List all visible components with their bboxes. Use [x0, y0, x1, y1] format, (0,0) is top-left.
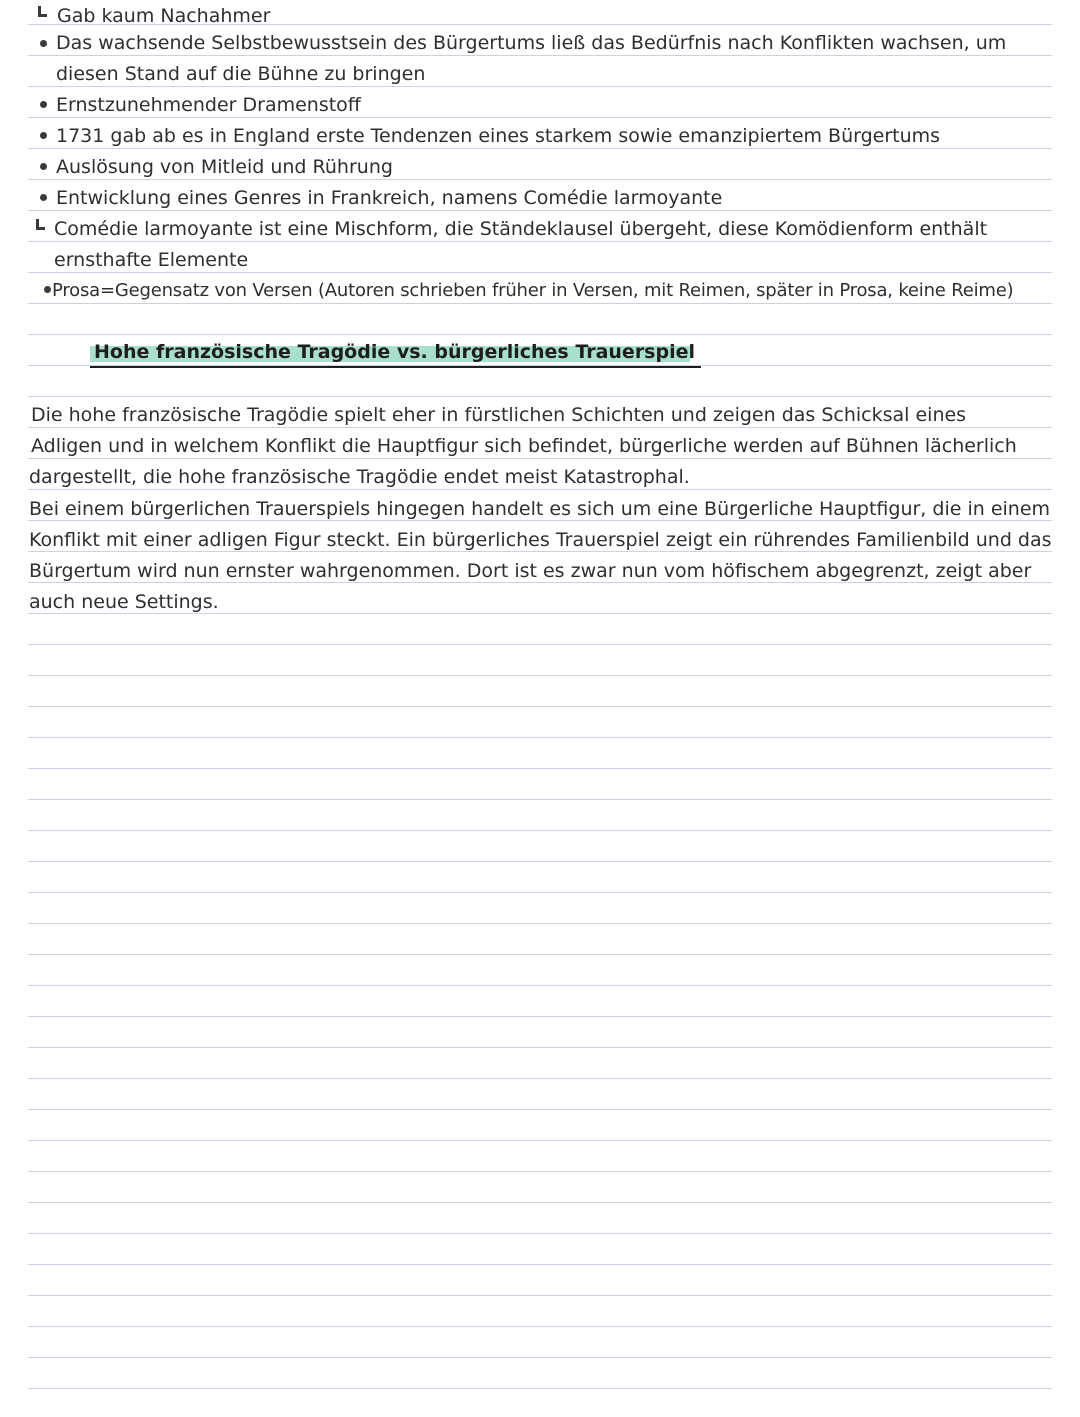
- ruled-line: [28, 706, 1052, 707]
- bullet-dot-icon: [40, 101, 47, 108]
- bullet-dot-icon: [40, 194, 47, 201]
- arrow-marker-icon: [38, 6, 47, 17]
- ruled-line: [28, 1016, 1052, 1017]
- bullet-dot-icon: [40, 132, 47, 139]
- ruled-line: [28, 1295, 1052, 1296]
- section-heading-wrap: [90, 338, 701, 368]
- ruled-line: [28, 892, 1052, 893]
- list-item: Gab kaum Nachahmer: [57, 5, 271, 27]
- ruled-line: [28, 799, 1052, 800]
- ruled-line: [28, 334, 1052, 335]
- paragraph-line: Die hohe französische Tragödie spielt eher in fürstlichen Schichten und zeigen das Schicksal eines: [31, 404, 967, 426]
- ruled-line: [28, 1233, 1052, 1234]
- list-item: Entwicklung eines Genres in Frankreich, namens Comédie larmoyante: [56, 187, 723, 209]
- ruled-line: [28, 737, 1052, 738]
- ruled-line: [28, 1202, 1052, 1203]
- list-item: Das wachsende Selbstbewusstsein des Bürgertums ließ das Bedürfnis nach Konflikten wachsen, um: [56, 32, 1007, 54]
- paragraph-line: Konflikt mit einer adligen Figur steckt. Ein bürgerliches Trauerspiel zeigt ein rührendes Familienbild und das: [29, 529, 1052, 551]
- bullet-dot-icon: [44, 286, 51, 293]
- list-item: 1731 gab ab es in England erste Tendenzen eines starkem sowie emanzipiertem Bürgertums: [56, 125, 941, 147]
- arrow-marker-icon: [36, 219, 45, 230]
- list-item: Ernstzunehmender Dramenstoff: [56, 94, 361, 116]
- paragraph-line: auch neue Settings.: [29, 591, 219, 613]
- ruled-line: [28, 1078, 1052, 1079]
- section-heading: Hohe französische Tragödie vs. bürgerliches Trauerspiel: [90, 338, 701, 368]
- list-item: Auslösung von Mitleid und Rührung: [56, 156, 393, 178]
- paragraph-line: dargestellt, die hohe französische Tragödie endet meist Katastrophal.: [29, 466, 690, 488]
- list-item: Prosa=Gegensatz von Versen (Autoren schrieben früher in Versen, mit Reimen, später in Prosa, keine Reime): [52, 280, 1014, 301]
- list-item-continuation: ernsthafte Elemente: [54, 249, 249, 271]
- ruled-line: [28, 861, 1052, 862]
- paragraph-line: Bürgertum wird nun ernster wahrgenommen. Dort ist es zwar nun vom höfischem abgegrenzt, zeigt aber: [29, 560, 1032, 582]
- bullet-dot-icon: [40, 163, 47, 170]
- ruled-line: [28, 1357, 1052, 1358]
- ruled-line: [28, 1171, 1052, 1172]
- ruled-line: [28, 985, 1052, 986]
- ruled-line: [28, 1047, 1052, 1048]
- ruled-line: [28, 830, 1052, 831]
- ruled-line: [28, 675, 1052, 676]
- ruled-line: [28, 1326, 1052, 1327]
- list-item: Comédie larmoyante ist eine Mischform, die Ständeklausel übergeht, diese Komödienform enthält: [54, 218, 988, 240]
- ruled-line: [28, 644, 1052, 645]
- ruled-line: [28, 1109, 1052, 1110]
- ruled-line: [28, 923, 1052, 924]
- bullet-dot-icon: [40, 40, 47, 47]
- ruled-line: [28, 768, 1052, 769]
- list-item-continuation: diesen Stand auf die Bühne zu bringen: [56, 63, 426, 85]
- paragraph-line: Adligen und in welchem Konflikt die Hauptfigur sich befindet, bürgerliche werden auf Bühnen lächerlich: [31, 435, 1017, 457]
- paragraph-line: Bei einem bürgerlichen Trauerspiels hingegen handelt es sich um eine Bürgerliche Hauptfigur, die in einem: [29, 498, 1051, 520]
- ruled-line: [28, 954, 1052, 955]
- ruled-line: [28, 1140, 1052, 1141]
- ruled-line: [28, 1264, 1052, 1265]
- ruled-line: [28, 396, 1052, 397]
- ruled-line: [28, 1388, 1052, 1389]
